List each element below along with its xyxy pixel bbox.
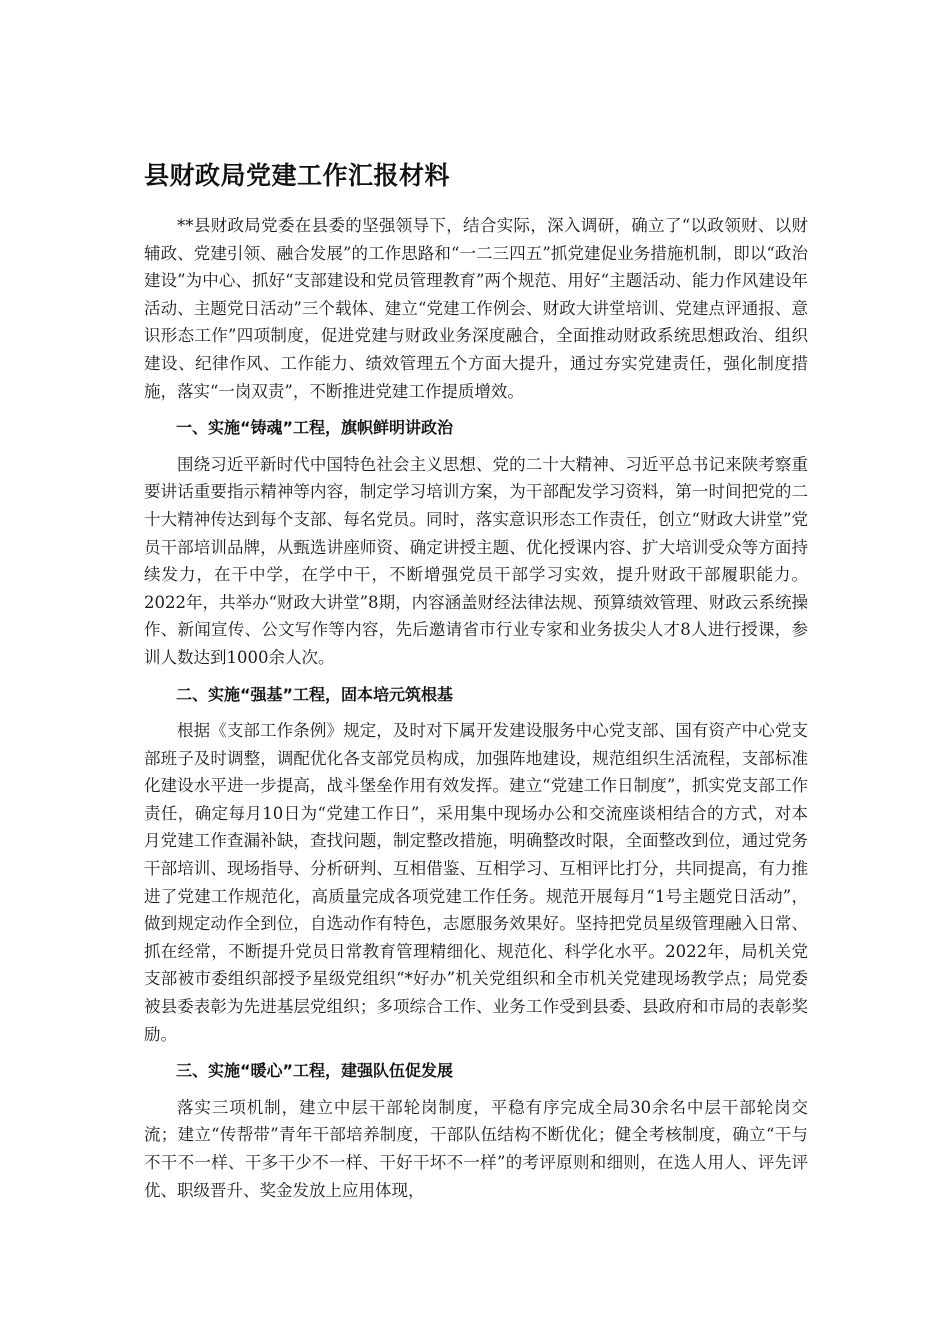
document-title: 县财政局党建工作汇报材料 — [144, 161, 451, 190]
section-2-body: 根据《支部工作条例》规定，及时对下属开发建设服务中心党支部、国有资产中心党支部班子及时调整，调配优化各支部党员构成，加强阵地建设，规范组织生活流程，支部标准化建设水平进一步提高，战斗堡垒作用有效发挥。建立“党建工作日制度”，抓实党支部工作责任，确定每月10日为“党建工作日”，采用集中现场办公和交流座谈相结合的方式，对本月党建工作查漏补缺，查找问题，制定整改措施，明确整改时限，全面整改到位，通过党务干部培训、现场指导、分析研判、互相借鉴、互相学习、互相评比打分，共同提高，有力推进了党建工作规范化，高质量完成各项党建工作任务。规范开展每月“1号主题党日活动”，做到规定动作全到位，自选动作有特色，志愿服务效果好。坚持把党员星级管理融入日常、抓在经常，不断提升党员日常教育管理精细化、规范化、科学化水平。2022年，局机关党支部被市委组织部授予星级党组织“*好办”机关党组织和全市机关党建现场教学点；局党委被县委表彰为先进基层党组织；多项综合工作、业务工作受到县委、县政府和市局的表彰奖励。 — [144, 721, 808, 1044]
section-2-heading: 二、实施“强基”工程，固本培元筑根基 — [176, 684, 454, 704]
section-3-heading: 三、实施“暖心”工程，建强队伍促发展 — [176, 1061, 454, 1081]
section-1-body: 围绕习近平新时代中国特色社会主义思想、党的二十大精神、习近平总书记来陕考察重要讲话重要指示精神等内容，制定学习培训方案，为干部配发学习资料，第一时间把党的二十大精神传达到每个支部、每名党员。同时，落实意识形态工作责任，创立“财政大讲堂”党员干部培训品牌，从甄选讲座师资、确定讲授主题、优化授课内容、扩大培训受众等方面持续发力，在干中学，在学中干，不断增强党员干部学习实效，提升财政干部履职能力。2022年，共举办“财政大讲堂”8期，内容涵盖财经法律法规、预算绩效管理、财政云系统操作、新闻宣传、公文写作等内容，先后邀请省市行业专家和业务拔尖人才8人进行授课，参训人数达到1000余人次。 — [144, 454, 808, 667]
section-3-body: 落实三项机制，建立中层干部轮岗制度，平稳有序完成全局30余名中层干部轮岗交流；建立“传帮带”青年干部培养制度，干部队伍结构不断优化；健全考核制度，确立“干与不干不一样、干多干少不一样、干好干坏不一样”的考评原则和细则，在选人用人、评先评优、职级晋升、奖金发放上应用体现， — [144, 1097, 808, 1200]
document-page — [144, 158, 808, 1204]
intro-paragraph: **县财政局党委在县委的坚强领导下，结合实际，深入调研，确立了“以政领财、以财辅政、党建引领、融合发展”的工作思路和“一二三四五”抓党建促业务措施机制，即以“政治建设”为中心、抓好“支部建设和党员管理教育”两个规范、用好“主题活动、能力作风建设年活动、主题党日活动”三个载体、建立“党建工作例会、财政大讲堂培训、党建点评通报、意识形态工作”四项制度，促进党建与财政业务深度融合，全面推动财政系统思想政治、组织建设、纪律作风、工作能力、绩效管理五个方面大提升，通过夯实党建责任，强化制度措施，落实“一岗双责”，不断推进党建工作提质增效。 — [144, 216, 808, 401]
section-1-heading: 一、实施“铸魂”工程，旗帜鲜明讲政治 — [176, 418, 454, 438]
